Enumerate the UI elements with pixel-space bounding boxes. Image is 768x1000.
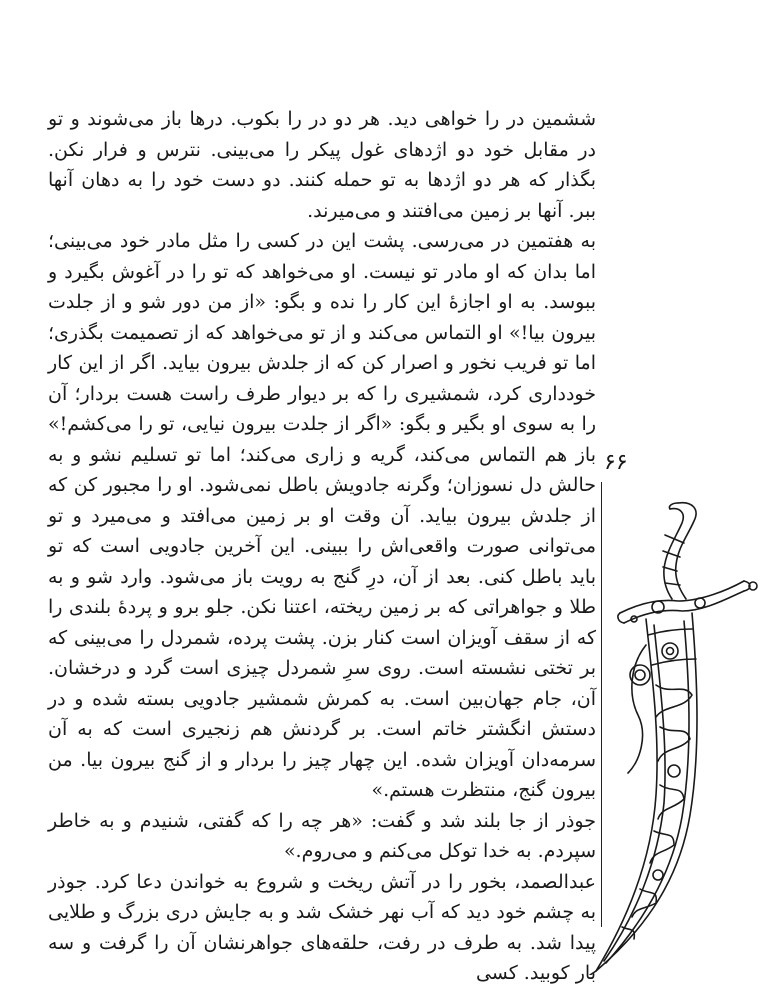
page-number: ۶۶ [604, 450, 628, 475]
paragraph: ششمین در را خواهی دید. هر دو در را بکوب. درها باز می‌شوند و تو در مقابل خود دو اژدهای غول پیکر را می‌بینی. نترس و فرار نکن. بگذار که هر دو اژدها به تو حمله کنند. دو دست خود را به دهان آنها ببر. آنها بر زمین می‌افتند و می‌میرند. [48, 108, 596, 222]
paragraph: به هفتمین در می‌رسی. پشت این در کسی را مثل مادر خود می‌بینی؛ اما بدان که او مادر تو نیست. او می‌خواهد که تو را در آغوش بگیرد و ببوسد. به او اجازهٔ این کار را نده و بگو: «از من دور شو و از جلدت بیرون بیا!» او التماس می‌کند و از تو می‌خواهد که از تصمیمت بگذری؛ اما تو فریب نخور و اصرار کن که از جلدش بیرون بیاید. اگر از این کار خودداری کرد، شمشیری را که بر دیوار طرف راست هست بردار؛ آن را به سوی او بگیر و بگو: «اگر از جلدت بیرون نیایی، تو را می‌کشم!» باز هم التماس می‌کند، گریه و زاری می‌کند؛ اما تو تسلیم نشو و به حالش دل نسوزان؛ وگرنه جادویش باطل نمی‌شود. او را مجبور کن که از جلدش بیرون بیاید. آن وقت او بر زمین می‌افتد و می‌میرد و تو می‌توانی صورت واقعی‌اش را ببینی. این آخرین جادویی است که تو باید باطل کنی. بعد از آن، درِ گنج به رویت باز می‌شود. وارد شو و به طلا و جواهراتی که بر زمین ریخته، اعتنا نکن. جلو برو و پردهٔ بلندی را که از سقف آویزان است کنار بزن. پشت پرده، شمردل را می‌بینی که بر تختی نشسته است. روی سرِ شمردل چیزی است گرد و درخشان. آن، جام جهان‌بین است. به کمرش شمشیر جادویی بسته شده و در دستش انگشتر خاتم است. بر گردنش هم زنجیری است که به آن سرمه‌دان آویزان شده. این چهار چیز را بردار و از گنج بیرون بیا. من بیرون گنج، منتظرت هستم.» [48, 230, 596, 801]
body-text [48, 104, 596, 989]
paragraph: عبدالصمد، بخور را در آتش ریخت و شروع به خواندن دعا کرد. جوذر به چشم خود دید که آب نهر خشک شد و به جایش دری بزرگ و طلایی پیدا شد. به طرف در رفت، حلقه‌های جواهرنشان آن را گرفت و سه بار کوبید. کسی [48, 870, 596, 984]
paragraph: جوذر از جا بلند شد و گفت: «هر چه را که گفتی، شنیدم و به خاطر سپردم. به خدا توکل می‌کنم و می‌روم.» [48, 809, 596, 862]
dagger-icon [560, 495, 760, 975]
